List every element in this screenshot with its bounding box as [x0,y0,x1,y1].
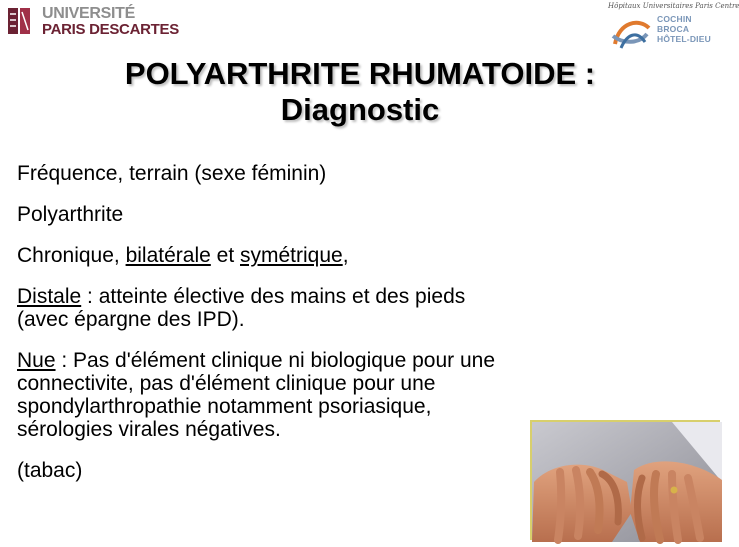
text-nue-line3: spondylarthropathie notamment psoriasique, [17,395,432,418]
universite-paris-descartes-logo [4,4,179,38]
text-distale-line2: (avec épargne des IPD). [17,308,245,331]
text-comma: , [342,244,349,267]
hospital-name-cochin: COCHIN [657,14,692,24]
text-distale: Distale [17,285,82,308]
logo-line-universite: UNIVERSITÉ [42,5,136,22]
hopitaux-paris-centre-logo [605,2,739,52]
text-nue-line2: connectivite, pas d'élément clinique pour une [17,372,436,395]
hospital-swirl-icon [609,14,653,52]
hands-photo [530,420,720,540]
hospital-name-hotel-dieu: HÔTEL-DIEU [657,34,711,44]
paragraph-tabac: (tabac) [17,459,83,482]
text-et: et [210,244,240,267]
text-nue-line4: sérologies virales négatives. [17,418,281,441]
slide-title-line2: Diagnostic [280,92,440,127]
text-symetrique: symétrique [240,244,343,267]
text-nue: Nue [17,349,56,372]
hospital-name-broca: BROCA [657,24,690,34]
hospital-names [657,14,711,44]
paragraph-distale [17,285,637,331]
text-distale-rest: : atteinte élective des mains et des pieds [81,285,466,308]
slide-title-line1: POLYARTHRITE RHUMATOIDE : [124,56,596,91]
text-bilaterale: bilatérale [125,244,211,267]
hospital-group-script: Hôpitaux Universitaires Paris Centre [608,2,739,10]
paragraph-chronique [17,244,637,267]
university-emblem-icon [4,4,34,38]
slide-title [60,56,660,128]
paragraph-polyarthrite: Polyarthrite [17,203,124,226]
text-chronique: Chronique, [17,244,126,267]
hands-image-icon [532,422,722,542]
logo-line-paris-descartes: PARIS DESCARTES [42,21,179,38]
text-nue-line1: : Pas d'élément clinique ni biologique pour une [55,349,496,372]
paragraph-frequence: Fréquence, terrain (sexe féminin) [17,162,327,185]
